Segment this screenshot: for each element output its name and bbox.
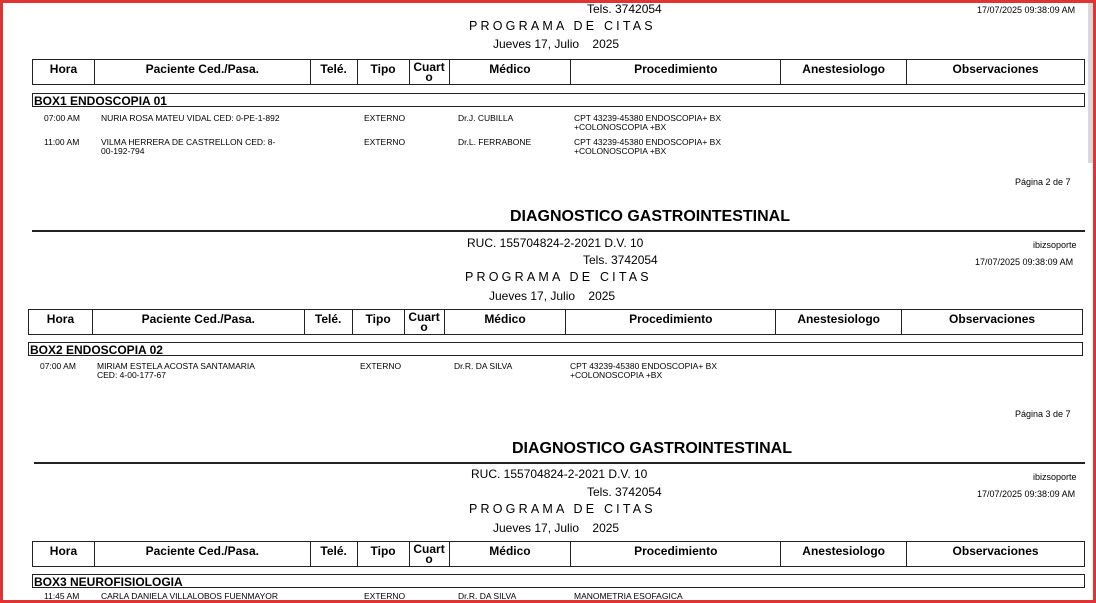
box-header: BOX1 ENDOSCOPIA 01: [32, 93, 1085, 107]
date-day: Jueves 17, Julio: [493, 37, 580, 51]
ruc-line: RUC. 155704824-2-2021 D.V. 10: [471, 467, 648, 481]
user-label: ibizsoporte: [1033, 472, 1077, 482]
row-procedimiento: CPT 43239-45380 ENDOSCOPIA+ BX +COLONOSCOPIA +BX: [574, 113, 722, 132]
scrollbar[interactable]: [1088, 3, 1093, 163]
col-cuarto: Cuart o: [409, 60, 449, 85]
phone-line: Tels. 3742054: [587, 485, 662, 499]
col-procedimiento: Procedimiento: [566, 310, 776, 335]
col-paciente: Paciente Ced./Pasa.: [92, 310, 304, 335]
col-hora: Hora: [33, 542, 95, 567]
row-tipo: EXTERNO: [364, 113, 406, 123]
col-anestesiologo: Anestesiologo: [776, 310, 902, 335]
row-procedimiento: CPT 43239-45380 ENDOSCOPIA+ BX +COLONOSCOPIA +BX: [574, 137, 722, 156]
page-4: [3, 3, 1093, 600]
row-hora: 07:00 AM: [44, 113, 80, 123]
divider: [34, 462, 1085, 464]
col-hora: Hora: [29, 310, 93, 335]
row-medico: Dr.L. FERRABONE: [458, 137, 532, 147]
phone-line: Tels. 3742054: [587, 2, 662, 16]
col-observaciones: Observaciones: [902, 310, 1083, 335]
col-anestesiologo: Anestesiologo: [781, 60, 907, 85]
phone-line: Tels. 3742054: [583, 253, 658, 267]
col-medico: Médico: [449, 60, 571, 85]
row-tipo: EXTERNO: [364, 137, 406, 147]
col-observaciones: Observaciones: [907, 542, 1085, 567]
col-tele: Telé.: [304, 310, 352, 335]
col-tipo: Tipo: [352, 310, 404, 335]
column-header-row: [32, 541, 1085, 567]
row-hora: 11:45 AM: [44, 591, 80, 601]
col-medico: Médico: [449, 542, 571, 567]
col-hora: Hora: [33, 60, 95, 85]
row-paciente: MIRIAM ESTELA ACOSTA SANTAMARIA CED: 4-00-177-67: [97, 361, 255, 380]
date-year: 2025: [592, 37, 620, 51]
timestamp: 17/07/2025 09:38:09 AM: [977, 5, 1076, 15]
row-procedimiento: MANOMETRIA ESOFAGICA: [574, 591, 683, 601]
date-line: Jueves 17, Julio 2025: [493, 521, 620, 535]
timestamp: 17/07/2025 09:38:09 AM: [975, 257, 1074, 267]
col-cuarto: Cuart o: [404, 310, 444, 335]
row-hora: 11:00 AM: [44, 137, 80, 147]
row-procedimiento: CPT 43239-45380 ENDOSCOPIA+ BX +COLONOSCOPIA +BX: [570, 361, 718, 380]
company-title: DIAGNOSTICO GASTROINTESTINAL: [512, 440, 792, 457]
page-number: Página 2 de 7: [1015, 177, 1071, 187]
date-line: Jueves 17, Julio 2025: [489, 289, 616, 303]
col-paciente: Paciente Ced./Pasa.: [94, 60, 310, 85]
col-tele: Telé.: [310, 60, 357, 85]
col-paciente: Paciente Ced./Pasa.: [94, 542, 310, 567]
box-header: BOX2 ENDOSCOPIA 02: [28, 342, 1083, 356]
col-tipo: Tipo: [357, 60, 409, 85]
page-number: Página 3 de 7: [1015, 409, 1071, 419]
col-medico: Médico: [444, 310, 566, 335]
col-observaciones: Observaciones: [907, 60, 1085, 85]
row-medico: Dr.R. DA SILVA: [458, 591, 517, 601]
program-title: PROGRAMA DE CITAS: [469, 502, 656, 516]
col-anestesiologo: Anestesiologo: [781, 542, 907, 567]
col-procedimiento: Procedimiento: [571, 542, 781, 567]
row-hora: 07:00 AM: [40, 361, 76, 371]
company-title: DIAGNOSTICO GASTROINTESTINAL: [510, 208, 790, 225]
program-title: PROGRAMA DE CITAS: [469, 19, 656, 33]
row-tipo: EXTERNO: [364, 591, 406, 601]
ruc-line: RUC. 155704824-2-2021 D.V. 10: [467, 236, 644, 250]
row-paciente: CARLA DANIELA VILLALOBOS FUENMAYOR: [101, 591, 278, 601]
box-header: BOX3 NEUROFISIOLOGIA: [32, 574, 1085, 588]
program-title: PROGRAMA DE CITAS: [465, 270, 652, 284]
col-tele: Telé.: [310, 542, 357, 567]
user-label: ibizsoporte: [1033, 240, 1077, 250]
row-medico: Dr.J. CUBILLA: [458, 113, 514, 123]
col-procedimiento: Procedimiento: [571, 60, 781, 85]
row-paciente: NURIA ROSA MATEU VIDAL CED: 0-PE-1-892: [101, 113, 280, 123]
row-paciente: VILMA HERRERA DE CASTRELLON CED: 8- 00-192-794: [101, 137, 276, 156]
col-cuarto: Cuart o: [409, 542, 449, 567]
timestamp: 17/07/2025 09:38:09 AM: [977, 489, 1076, 499]
col-tipo: Tipo: [357, 542, 409, 567]
row-medico: Dr.R. DA SILVA: [454, 361, 513, 371]
row-tipo: EXTERNO: [360, 361, 402, 371]
